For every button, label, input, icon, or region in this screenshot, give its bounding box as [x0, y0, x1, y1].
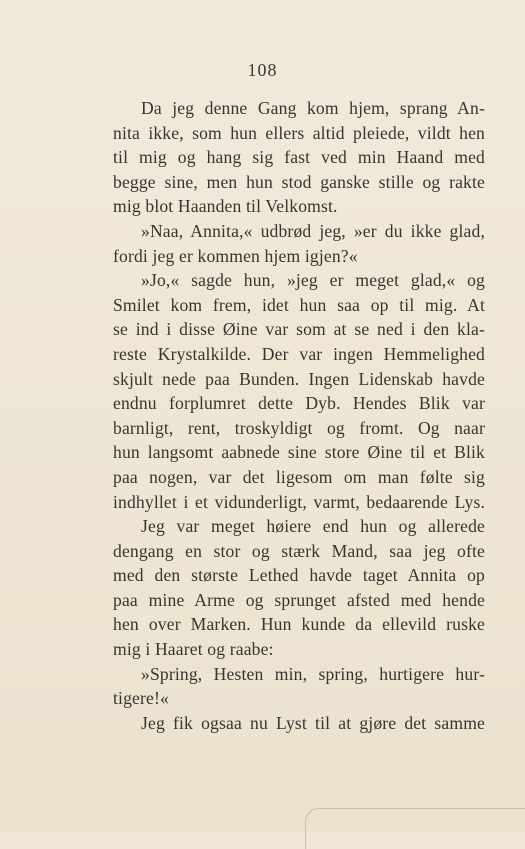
text-line: med den største Lethed havde taget Annita op [113, 565, 485, 586]
text-line: mig i Haaret og raabe: [113, 639, 274, 660]
text-line: Jeg var meget høiere end hun og allerede [141, 516, 485, 537]
body-text [113, 96, 485, 735]
text-line: hun langsomt aabnede sine store Øine til et Blik [113, 442, 485, 463]
text-line: barnligt, rent, troskyldigt og fromt. Og naar [113, 417, 485, 438]
text-line: Jeg fik ogsaa nu Lyst til at gjøre det samme [141, 712, 485, 733]
text-line: indhyllet i et vidunderligt, varmt, bedaarende Lys. [113, 491, 485, 512]
page-edge-mark [305, 808, 525, 849]
text-line: »Spring, Hesten min, spring, hurtigere hur- [141, 663, 485, 684]
text-line: dengang en stor og stærk Mand, saa jeg ofte [113, 540, 485, 561]
text-line: »Naa, Annita,« udbrød jeg, »er du ikke glad, [141, 220, 485, 241]
text-line: endnu forplumret dette Dyb. Hendes Blik var [113, 393, 485, 414]
text-line: paa nogen, var det ligesom om man følte sig [113, 466, 485, 487]
text-line: hen over Marken. Hun kunde da ellevild ruske [113, 614, 485, 635]
text-line: skjult nede paa Bunden. Ingen Lidenskab havde [113, 368, 485, 389]
text-line: »Jo,« sagde hun, »jeg er meget glad,« og [141, 270, 485, 291]
page-number: 108 [247, 60, 278, 80]
text-line: paa mine Arme og sprunget afsted med hende [113, 589, 485, 610]
text-line: fordi jeg er kommen hjem igjen?« [113, 245, 358, 266]
text-line: se ind i disse Øine var som at se ned i den kla- [113, 319, 485, 340]
text-line: Smilet kom frem, idet hun saa op til mig. At [113, 294, 485, 315]
text-line: til mig og hang sig fast ved min Haand med [113, 147, 485, 168]
text-line: tigere!« [113, 688, 169, 709]
text-line: Da jeg denne Gang kom hjem, sprang An- [141, 98, 485, 118]
text-line: nita ikke, som hun ellers altid pleiede, vildt hen [113, 122, 485, 143]
text-line: reste Krystalkilde. Der var ingen Hemmelighed [113, 343, 485, 364]
text-line: mig blot Haanden til Velkomst. [113, 196, 338, 217]
text-line: begge sine, men hun stod ganske stille og rakte [113, 171, 485, 192]
